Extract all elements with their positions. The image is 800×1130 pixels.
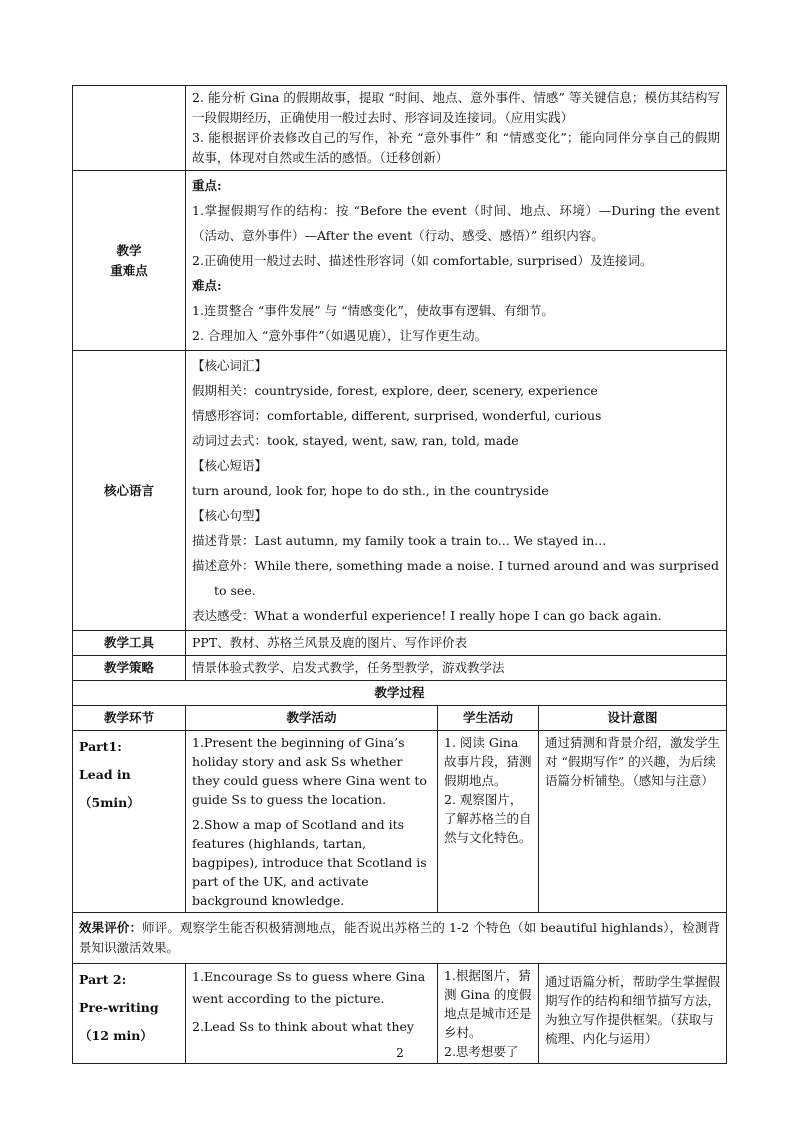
evaluation-label: 效果评价： xyxy=(79,920,143,935)
vocab-line: 假期相关：countryside, forest, explore, deer, scenery, experience xyxy=(192,383,598,398)
part2-name: Part 2: xyxy=(79,972,127,987)
evaluation-text: 师评。观察学生能否积极猜测地点，能否说出苏格兰的 1-2 个特色（如 beautiful highlands），检测背景知识激活效果。 xyxy=(79,920,720,955)
page-number: 2 xyxy=(396,1046,404,1060)
key-points-label: 教学 重难点 xyxy=(73,171,186,351)
tools-row xyxy=(73,631,727,656)
part2-intent-cell: 通过语篇分析，帮助学生掌握假期写作的结构和细节描写方法，为独立写作提供框架。（获取与梳理、内化与运用） xyxy=(539,964,727,1064)
objective-item: 2. 能分析 Gina 的假期故事，提取 “时间、地点、意外事件、情感” 等关键信息；模仿其结构写一段假期经历，正确使用一般过去时、形容词及连接词。（应用实践） xyxy=(192,90,720,125)
part1-student-cell xyxy=(438,731,539,913)
part1-time: （5min） xyxy=(79,795,140,810)
difficulty-title: 难点: xyxy=(192,278,222,293)
evaluation-cell xyxy=(73,913,727,964)
tools-value: PPT、教材、苏格兰风景及鹿的图片、写作评价表 xyxy=(186,631,727,656)
sentence-line: 描述背景：Last autumn, my family took a train to... We stayed in... xyxy=(192,533,607,548)
part2-time: （12 min） xyxy=(79,1028,153,1043)
part2-student-activity: 2.思考想要了 xyxy=(444,1044,519,1059)
header-stage: 教学环节 xyxy=(73,706,186,731)
lesson-plan-page xyxy=(72,85,726,1064)
difficulty-item: 2. 合理加入 “意外事件”（如遇见鹿），让写作更生动。 xyxy=(192,328,488,343)
vocab-title: 【核心词汇】 xyxy=(192,358,268,373)
process-title-row xyxy=(73,681,727,706)
process-title: 教学过程 xyxy=(73,681,727,706)
part1-row xyxy=(73,731,727,913)
part2-activity: 2.Lead Ss to think about what they xyxy=(192,1019,414,1034)
header-design-intent: 设计意图 xyxy=(539,706,727,731)
focus-item: 1.掌握假期写作的结构：按 “Before the event（时间、地点、环境）—During the event（活动、意外事件）—After the event（行动、感受、感悟）” 组织内容。 xyxy=(192,203,720,243)
objectives-row xyxy=(73,86,727,171)
sentence-line: 表达感受：What a wonderful experience! I really hope I can go back again. xyxy=(192,608,662,623)
header-student-activity: 学生活动 xyxy=(438,706,539,731)
phrase-title: 【核心短语】 xyxy=(192,458,268,473)
evaluation-row xyxy=(73,913,727,964)
lesson-plan-table xyxy=(72,85,727,1064)
part1-activities-cell xyxy=(186,731,438,913)
strategy-label: 教学策略 xyxy=(73,656,186,681)
part1-name: Part1: xyxy=(79,739,122,754)
objectives-cell xyxy=(186,86,727,171)
core-language-row xyxy=(73,351,727,631)
part2-student-activity: 1.根据图片，猜测 Gina 的度假地点是城市还是乡村。 xyxy=(444,968,532,1040)
part1-stage-cell xyxy=(73,731,186,913)
part1-student-activity: 1. 阅读 Gina 故事片段，猜测假期地点。 xyxy=(444,735,532,788)
part1-intent-cell: 通过猜测和背景介绍，激发学生对 “假期写作” 的兴趣，为后续语篇分析铺垫。（感知与注意） xyxy=(539,731,727,913)
key-points-row xyxy=(73,171,727,351)
core-language-cell xyxy=(186,351,727,631)
part2-activity: 1.Encourage Ss to guess where Gina went according to the picture. xyxy=(192,969,426,1006)
tools-label: 教学工具 xyxy=(73,631,186,656)
part1-student-activity: 2. 观察图片，了解苏格兰的自然与文化特色。 xyxy=(444,792,532,845)
focus-item: 2.正确使用一般过去时、描述性形容词（如 comfortable, surprised）及连接词。 xyxy=(192,253,653,268)
part1-activity: 2.Show a map of Scotland and its features (highlands, tartan, bagpipes), introduce that Scotland is part of the UK, and activate background knowledge. xyxy=(192,817,427,908)
difficulty-item: 1.连贯整合 “事件发展” 与 “情感变化”，使故事有逻辑、有细节。 xyxy=(192,303,554,318)
vocab-line: 情感形容词：comfortable, different, surprised, wonderful, curious xyxy=(192,408,602,423)
strategy-row xyxy=(73,656,727,681)
objectives-label-cell xyxy=(73,86,186,171)
strategy-value: 情景体验式教学、启发式教学，任务型教学，游戏教学法 xyxy=(186,656,727,681)
part1-activity: 1.Present the beginning of Gina’s holiday story and ask Ss whether they could guess where Gina went to guide Ss to guess the location. xyxy=(192,735,427,807)
objective-item: 3. 能根据评价表修改自己的写作，补充 “意外事件” 和 “情感变化”；能向同伴分享自己的假期故事，体现对自然或生活的感悟。（迁移创新） xyxy=(192,130,720,165)
part2-sub: Pre-writing xyxy=(79,1000,159,1015)
header-teacher-activity: 教学活动 xyxy=(186,706,438,731)
core-language-label: 核心语言 xyxy=(73,351,186,631)
phrase-line: turn around, look for, hope to do sth., in the countryside xyxy=(192,483,549,498)
sentence-title: 【核心句型】 xyxy=(192,508,268,523)
sentence-line: 描述意外：While there, something made a noise. I turned around and was surprised to see. xyxy=(192,558,719,598)
part1-sub: Lead in xyxy=(79,767,131,782)
key-points-cell xyxy=(186,171,727,351)
process-header-row xyxy=(73,706,727,731)
vocab-line: 动词过去式：took, stayed, went, saw, ran, told, made xyxy=(192,433,519,448)
focus-title: 重点: xyxy=(192,178,222,193)
